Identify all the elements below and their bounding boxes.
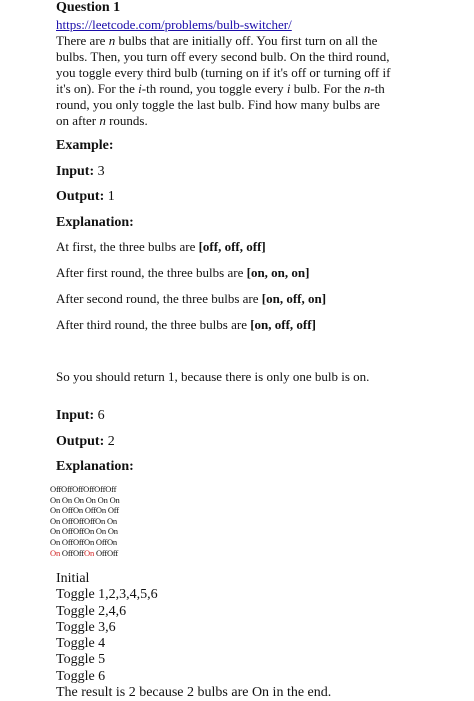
step-line: Toggle 6 [56, 668, 106, 684]
explanation-line: After third round, the three bulbs are [on, off, off] [56, 317, 316, 332]
state-text: OffOffOffOffOffOff [50, 484, 117, 494]
step-line: Toggle 5 [56, 652, 106, 668]
state-text: On OffOn OffOn Off [50, 505, 119, 516]
example1-output: Output: 1 [56, 189, 115, 204]
example1-input: Input: 3 [56, 164, 105, 179]
state-text: On OffOffOn On On [50, 526, 118, 537]
highlighted-on-state: On [84, 547, 96, 558]
grid-row [50, 505, 120, 516]
description-line: you toggle every third bulb (turning on if it's off or turning off if [56, 65, 391, 80]
example2-input: Input: 6 [56, 408, 105, 423]
problem-description [56, 33, 468, 129]
state-text: OffOff [95, 547, 119, 558]
state-text: On OffOffOffOn On [50, 515, 117, 526]
step-line: Toggle 1,2,3,4,5,6 [56, 587, 158, 603]
state-text: On OffOffOn OffOn [50, 536, 117, 547]
description-line: it's on). For the i-th round, you toggle every i bulb. For the n-th [56, 81, 385, 96]
problem-link[interactable]: https://leetcode.com/problems/bulb-switcher/ [56, 17, 292, 32]
description-line: round, you only toggle the last bulb. Find how many bulbs are [56, 97, 380, 112]
grid-row [50, 548, 120, 559]
example1-explanation-label: Explanation: [56, 215, 134, 230]
highlighted-on-state: On [50, 547, 62, 558]
grid-row [50, 495, 120, 506]
result-line: The result is 2 because 2 bulbs are On in the end. [56, 685, 332, 701]
description-line: There are n bulbs that are initially off. You first turn on all the [56, 33, 378, 48]
example2-output: Output: 2 [56, 434, 115, 449]
example2-explanation-label: Explanation: [56, 459, 134, 474]
question-title: Question 1 [56, 0, 121, 15]
description-line: on after n rounds. [56, 113, 148, 128]
state-text: OffOff [61, 547, 85, 558]
step-line: Toggle 4 [56, 636, 106, 652]
step-line: Toggle 3,6 [56, 619, 116, 635]
grid-row [50, 484, 120, 495]
bulb-state-grid [50, 484, 120, 558]
example-heading: Example: [56, 138, 114, 153]
toggle-steps [56, 571, 331, 701]
explanation-line: After second round, the three bulbs are [on, off, on] [56, 291, 327, 306]
description-line: bulbs. Then, you turn off every second bulb. On the third round, [56, 49, 390, 64]
step-line: Toggle 2,4,6 [56, 603, 127, 619]
explanation-line: After first round, the three bulbs are [on, on, on] [56, 265, 310, 280]
grid-row [50, 516, 120, 527]
step-line: Initial [56, 571, 90, 586]
grid-row [50, 526, 120, 537]
state-text: On On On On On On [50, 494, 120, 505]
example1-conclusion: So you should return 1, because there is only one bulb is on. [56, 369, 370, 384]
explanation-line: At first, the three bulbs are [off, off, off] [56, 239, 266, 254]
grid-row [50, 537, 120, 548]
